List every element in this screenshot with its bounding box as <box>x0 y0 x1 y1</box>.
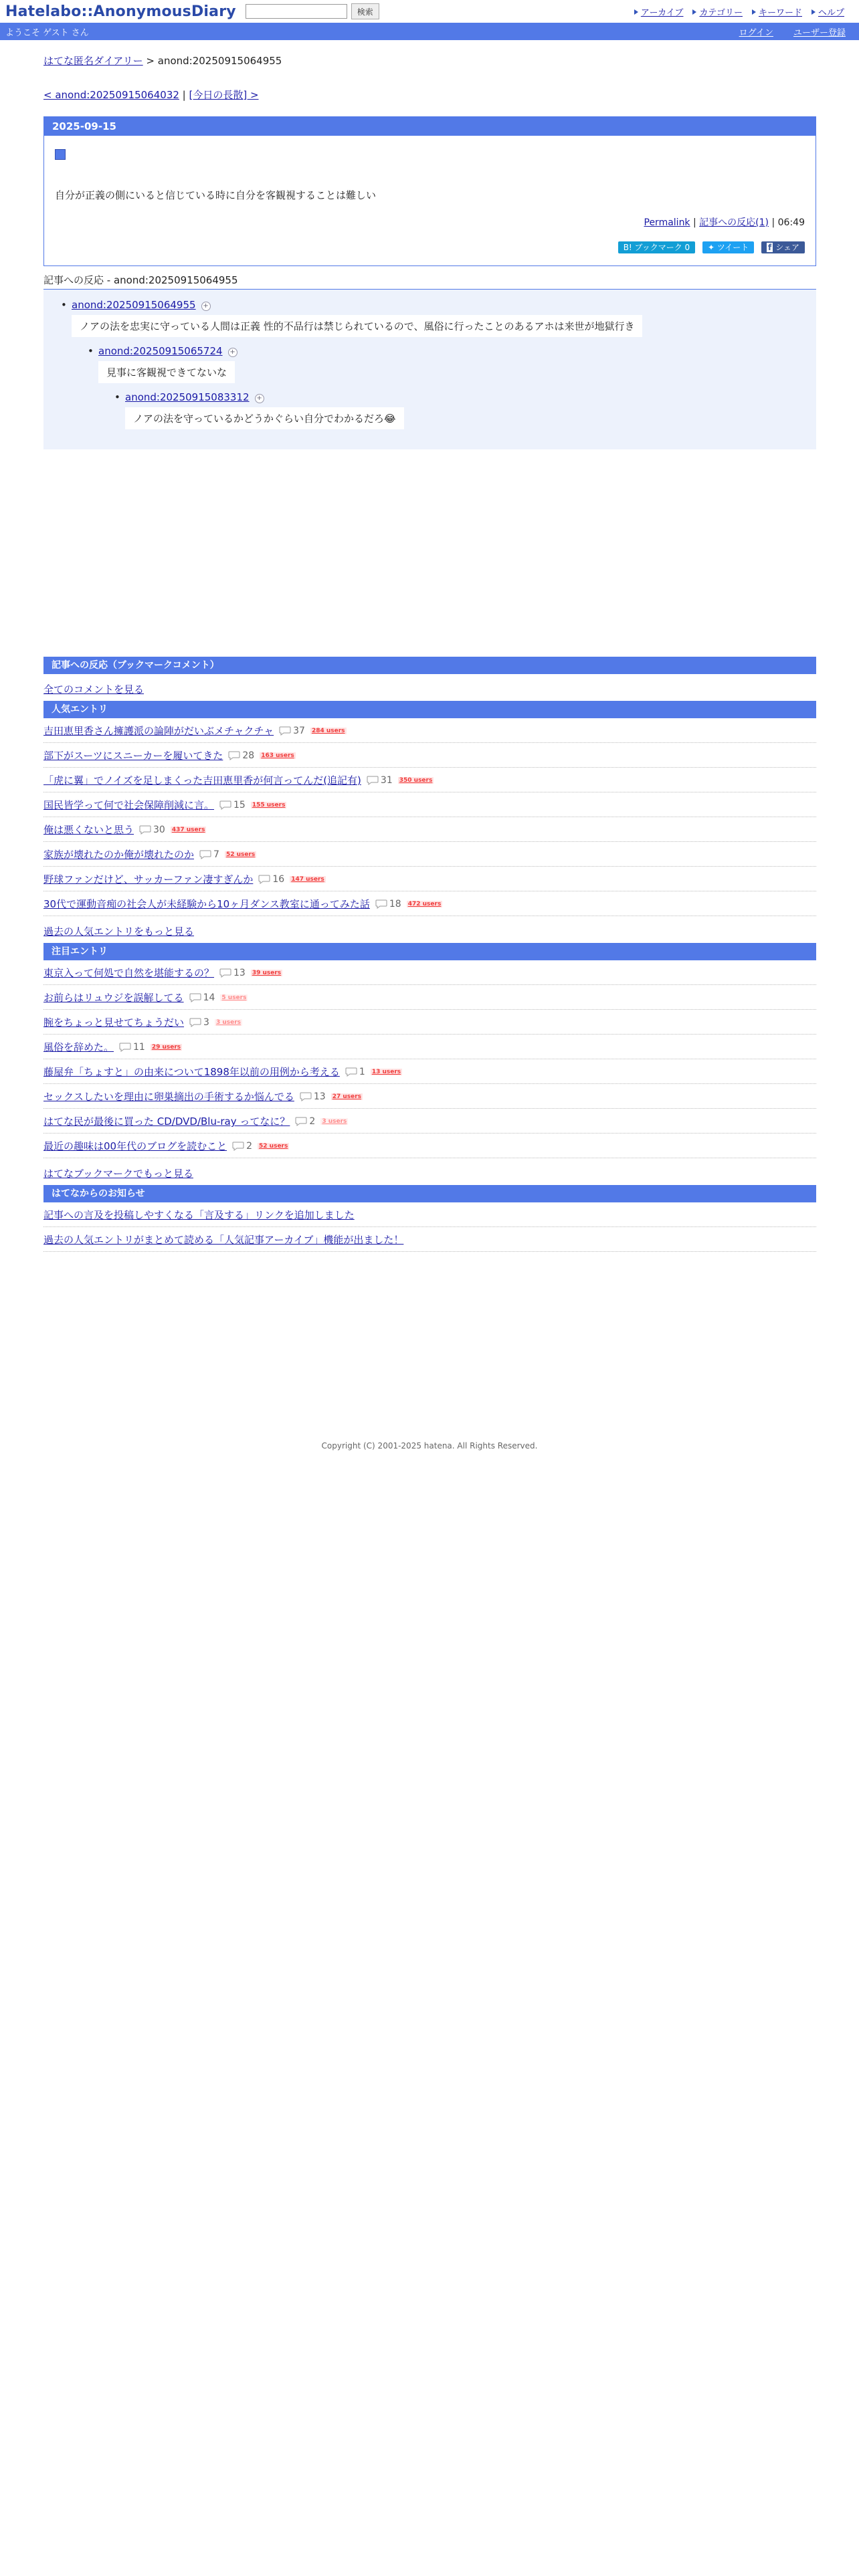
entry-title-link[interactable]: セックスしたいを理由に卵巣摘出の手術するか悩んでる <box>43 1091 294 1103</box>
reaction-tree <box>43 290 816 449</box>
speech-bubble-icon <box>279 726 291 736</box>
entry-title-link[interactable]: 最近の趣味は00年代のブログを読むこと <box>43 1140 227 1152</box>
bookmark-comments-heading: 記事への反応（ブックマークコメント） <box>43 657 816 674</box>
reaction-text: ノアの法を守っているかどうかぐらい自分でわかるだろ😂 <box>125 407 404 429</box>
notable-more-link[interactable]: はてなブックマークでもっと見る <box>43 1168 193 1180</box>
pager-separator: | <box>179 89 189 101</box>
speech-bubble-icon <box>258 875 270 884</box>
entry-title-link[interactable]: 30代で運動音痴の社会人が未経験から10ヶ月ダンス教室に通ってみた話 <box>43 898 370 910</box>
nav-keyword[interactable]: キーワード <box>752 5 802 18</box>
breadcrumb-current: anond:20250915064955 <box>157 55 282 67</box>
comment-count-value: 16 <box>272 873 285 885</box>
facebook-icon: f <box>768 243 772 252</box>
permalink[interactable]: Permalink <box>644 217 690 228</box>
reaction-link[interactable]: • anond:20250915064955 <box>72 299 196 311</box>
tweet-label: ツイート <box>717 243 749 252</box>
entry-anchor-icon[interactable] <box>55 149 66 160</box>
facebook-share-button[interactable] <box>761 241 805 253</box>
expand-icon[interactable]: + <box>255 394 264 403</box>
breadcrumb-separator: > <box>142 55 158 67</box>
speech-bubble-icon <box>367 776 379 785</box>
user-bar <box>0 23 859 40</box>
nav-help[interactable]: ヘルプ <box>812 5 844 18</box>
entry-row <box>43 867 816 891</box>
breadcrumb <box>43 53 816 68</box>
entry-row <box>43 817 816 842</box>
bookmark-users-badge[interactable]: 3 users <box>322 1117 347 1125</box>
entry-title-link[interactable]: 国民皆学って何で社会保障削減に言。 <box>43 799 215 811</box>
speech-bubble-icon <box>189 1018 201 1027</box>
comment-count-value: 18 <box>389 898 401 909</box>
entry-row <box>43 1010 816 1035</box>
reaction-link[interactable]: • anond:20250915065724 <box>98 345 223 357</box>
bookmark-users-badge[interactable]: 39 users <box>252 969 282 976</box>
reaction-text: ノアの法を忠実に守っている人間は正義 性的不品行は禁じられているので、風俗に行ったことのあるアホは来世が地獄行き <box>72 315 642 337</box>
today-link[interactable]: [今日の長散] > <box>189 89 259 101</box>
nav-category[interactable]: カテゴリー <box>692 5 742 18</box>
bookmark-users-badge[interactable]: 52 users <box>225 851 256 858</box>
entry-row <box>43 960 816 985</box>
popular-heading: 人気エントリ <box>43 701 816 718</box>
comment-count[interactable] <box>219 968 246 978</box>
all-comments-row <box>43 674 816 701</box>
comment-count[interactable] <box>228 750 254 761</box>
comment-count-value: 11 <box>133 1041 145 1053</box>
speech-bubble-icon <box>139 825 151 835</box>
entry-time: 06:49 <box>777 217 805 228</box>
speech-bubble-icon <box>232 1142 244 1151</box>
login-link[interactable]: ログイン <box>739 27 773 38</box>
entry-row <box>43 1084 816 1109</box>
comment-count[interactable] <box>199 849 219 860</box>
bookmark-users-badge[interactable]: 5 users <box>221 994 247 1001</box>
comment-count[interactable] <box>119 1042 145 1053</box>
bookmark-users-badge[interactable]: 350 users <box>399 776 433 784</box>
comment-count-value: 2 <box>246 1140 253 1152</box>
share-label: シェア <box>775 243 799 252</box>
bookmark-users-badge[interactable]: 163 users <box>261 752 294 759</box>
speech-bubble-icon <box>295 1117 307 1126</box>
entry-title-link[interactable]: 藤屋弁「ちょすと」の由来について1898年以前の用例から考える <box>43 1066 340 1078</box>
entry-title-link[interactable]: 俺は悪くないと思う <box>43 824 134 836</box>
reaction-node <box>98 345 816 429</box>
all-comments-link[interactable]: 全てのコメントを見る <box>43 683 145 695</box>
comment-count-value: 14 <box>203 992 215 1003</box>
popular-more-row <box>43 916 816 943</box>
comment-count[interactable] <box>139 825 165 835</box>
copyright: Copyright (C) 2001-2025 hatena. All Rights Reserved. <box>321 1441 538 1451</box>
entry-title-link[interactable]: はてな民が最後に買った CD/DVD/Blu-ray ってなに？ <box>43 1115 290 1128</box>
speech-bubble-icon <box>189 993 201 1002</box>
entry-row <box>43 792 816 817</box>
bookmark-users-badge[interactable]: 147 users <box>291 875 324 883</box>
comment-count[interactable] <box>300 1091 326 1102</box>
nav-archive[interactable]: アーカイブ <box>634 5 684 18</box>
top-nav <box>634 5 854 18</box>
speech-bubble-icon <box>300 1092 312 1101</box>
comment-count-value: 31 <box>380 774 393 786</box>
entry-row <box>43 1059 816 1084</box>
speech-bubble-icon <box>345 1067 357 1077</box>
bookmark-users-badge[interactable]: 52 users <box>259 1142 288 1150</box>
bookmark-users-badge[interactable]: 472 users <box>407 900 442 907</box>
entry-title-link[interactable]: 吉田恵里香さん擁護派の論陣がだいぶメチャクチャ <box>43 725 274 737</box>
register-link[interactable]: ユーザー登録 <box>793 27 846 38</box>
comment-count[interactable] <box>375 899 401 909</box>
bookmark-users-badge[interactable]: 437 users <box>171 826 205 833</box>
reaction-text: 見事に客観視できてないな <box>98 361 235 383</box>
entry-title-link[interactable]: 野球ファンだけど、サッカーファン凄すぎんか <box>43 873 254 885</box>
speech-bubble-icon <box>219 968 231 978</box>
entry-row <box>43 1109 816 1134</box>
bookmark-users-badge[interactable]: 155 users <box>252 801 286 809</box>
diary-entry <box>43 116 816 266</box>
notable-list <box>43 960 816 1158</box>
entry-title-link[interactable]: 「虎に翼」でノイズを足しまくった吉田恵里香が何言ってんだ(追記有) <box>43 774 361 786</box>
entry-title-link[interactable]: お前らはリュウジを誤解してる <box>43 992 184 1004</box>
hatena-bookmark-button[interactable]: B! ブックマーク 0 <box>618 241 695 253</box>
prev-entry-link[interactable]: < anond:20250915064032 <box>43 89 179 101</box>
entry-row <box>43 743 816 768</box>
entry-row <box>43 1035 816 1059</box>
speech-bubble-icon <box>219 800 231 810</box>
entry-row <box>43 985 816 1010</box>
bookmark-users-badge[interactable]: 284 users <box>311 727 345 734</box>
reactions-heading: 記事への反応 - anond:20250915064955 <box>43 273 816 290</box>
twitter-icon: ✦ <box>707 243 717 252</box>
entry-title-link[interactable]: 東京入って何処で自然を堪能するの？ <box>43 967 215 979</box>
expand-icon[interactable]: + <box>201 302 211 311</box>
ad-space <box>43 449 816 657</box>
main-content <box>43 40 816 1252</box>
expand-icon[interactable]: + <box>228 348 237 357</box>
top-bar <box>0 0 859 23</box>
comment-count[interactable] <box>189 992 215 1003</box>
entry-pager <box>43 88 816 102</box>
tweet-button[interactable] <box>702 241 754 253</box>
bookmark-users-badge[interactable]: 27 users <box>332 1093 362 1100</box>
comment-count[interactable] <box>189 1017 209 1028</box>
entry-title-link[interactable]: 家族が壊れたのか俺が壊れたのか <box>43 849 195 861</box>
news-link[interactable]: 記事への言及を投稿しやすくなる「言及する」リンクを追加しました <box>43 1209 355 1221</box>
news-item <box>43 1227 816 1252</box>
entry-title-link[interactable]: 部下がスーツにスニーカーを履いてきた <box>43 750 223 762</box>
comment-count[interactable] <box>279 726 305 736</box>
comment-count-value: 3 <box>203 1016 209 1028</box>
speech-bubble-icon <box>375 899 387 909</box>
comment-count[interactable] <box>367 775 393 786</box>
entry-row <box>43 842 816 867</box>
entry-row <box>43 718 816 743</box>
comment-count[interactable] <box>295 1116 315 1127</box>
comment-count-value: 13 <box>313 1091 326 1102</box>
breadcrumb-home[interactable]: はてな匿名ダイアリー <box>43 55 143 67</box>
entry-date: 2025-09-15 <box>44 117 816 136</box>
comment-count[interactable] <box>258 874 284 885</box>
comment-count-value: 15 <box>233 799 246 811</box>
comment-count[interactable] <box>232 1141 252 1152</box>
notable-heading: 注目エントリ <box>43 943 816 960</box>
bookmark-users-badge[interactable]: 3 users <box>215 1018 241 1026</box>
welcome-text: ようこそ ゲスト さん <box>5 27 89 38</box>
bookmark-users-badge[interactable]: 29 users <box>151 1043 181 1051</box>
search-input[interactable] <box>246 4 347 19</box>
entry-title-link[interactable]: 腕をちょっと見せてちょうだい <box>43 1016 185 1029</box>
notable-more-row <box>43 1158 816 1185</box>
popular-list <box>43 718 816 916</box>
speech-bubble-icon <box>199 850 211 859</box>
news-item <box>43 1202 816 1227</box>
reaction-node <box>72 299 816 429</box>
entry-footer: Permalink | 記事への反応(1) | 06:49 <box>644 217 805 228</box>
entry-title-link[interactable]: 風俗を辞めた。 <box>43 1041 114 1053</box>
entry-row <box>43 891 816 916</box>
share-buttons <box>55 241 805 253</box>
comment-count-value: 2 <box>309 1115 316 1127</box>
comment-count-value: 1 <box>359 1066 365 1077</box>
comment-count-value: 7 <box>213 849 219 860</box>
bookmark-users-badge[interactable]: 13 users <box>371 1068 401 1075</box>
comment-count-value: 13 <box>233 967 246 978</box>
comment-count-value: 37 <box>293 725 305 736</box>
entry-body: 自分が正義の側にいると信じている時に自分を客観視することは難しい <box>55 189 377 201</box>
reaction-link[interactable]: • anond:20250915083312 <box>125 391 250 403</box>
reactions-link[interactable]: 記事への反応(1) <box>699 217 769 228</box>
search-button[interactable]: 検索 <box>351 3 379 19</box>
comment-count[interactable] <box>219 800 246 811</box>
comment-count-value: 28 <box>242 750 255 761</box>
site-logo[interactable]: Hatelabo::AnonymousDiary <box>5 3 236 20</box>
comment-count[interactable] <box>345 1067 365 1077</box>
entry-row <box>43 768 816 792</box>
news-link[interactable]: 過去の人気エントリがまとめて読める「人気記事アーカイブ」機能が出ました！ <box>43 1234 404 1246</box>
speech-bubble-icon <box>119 1043 131 1052</box>
speech-bubble-icon <box>228 751 240 760</box>
news-heading: はてなからのお知らせ <box>43 1185 816 1202</box>
comment-count-value: 30 <box>153 824 165 835</box>
reaction-node <box>125 391 816 429</box>
entry-row <box>43 1134 816 1158</box>
popular-more-link[interactable]: 過去の人気エントリをもっと見る <box>43 926 195 938</box>
